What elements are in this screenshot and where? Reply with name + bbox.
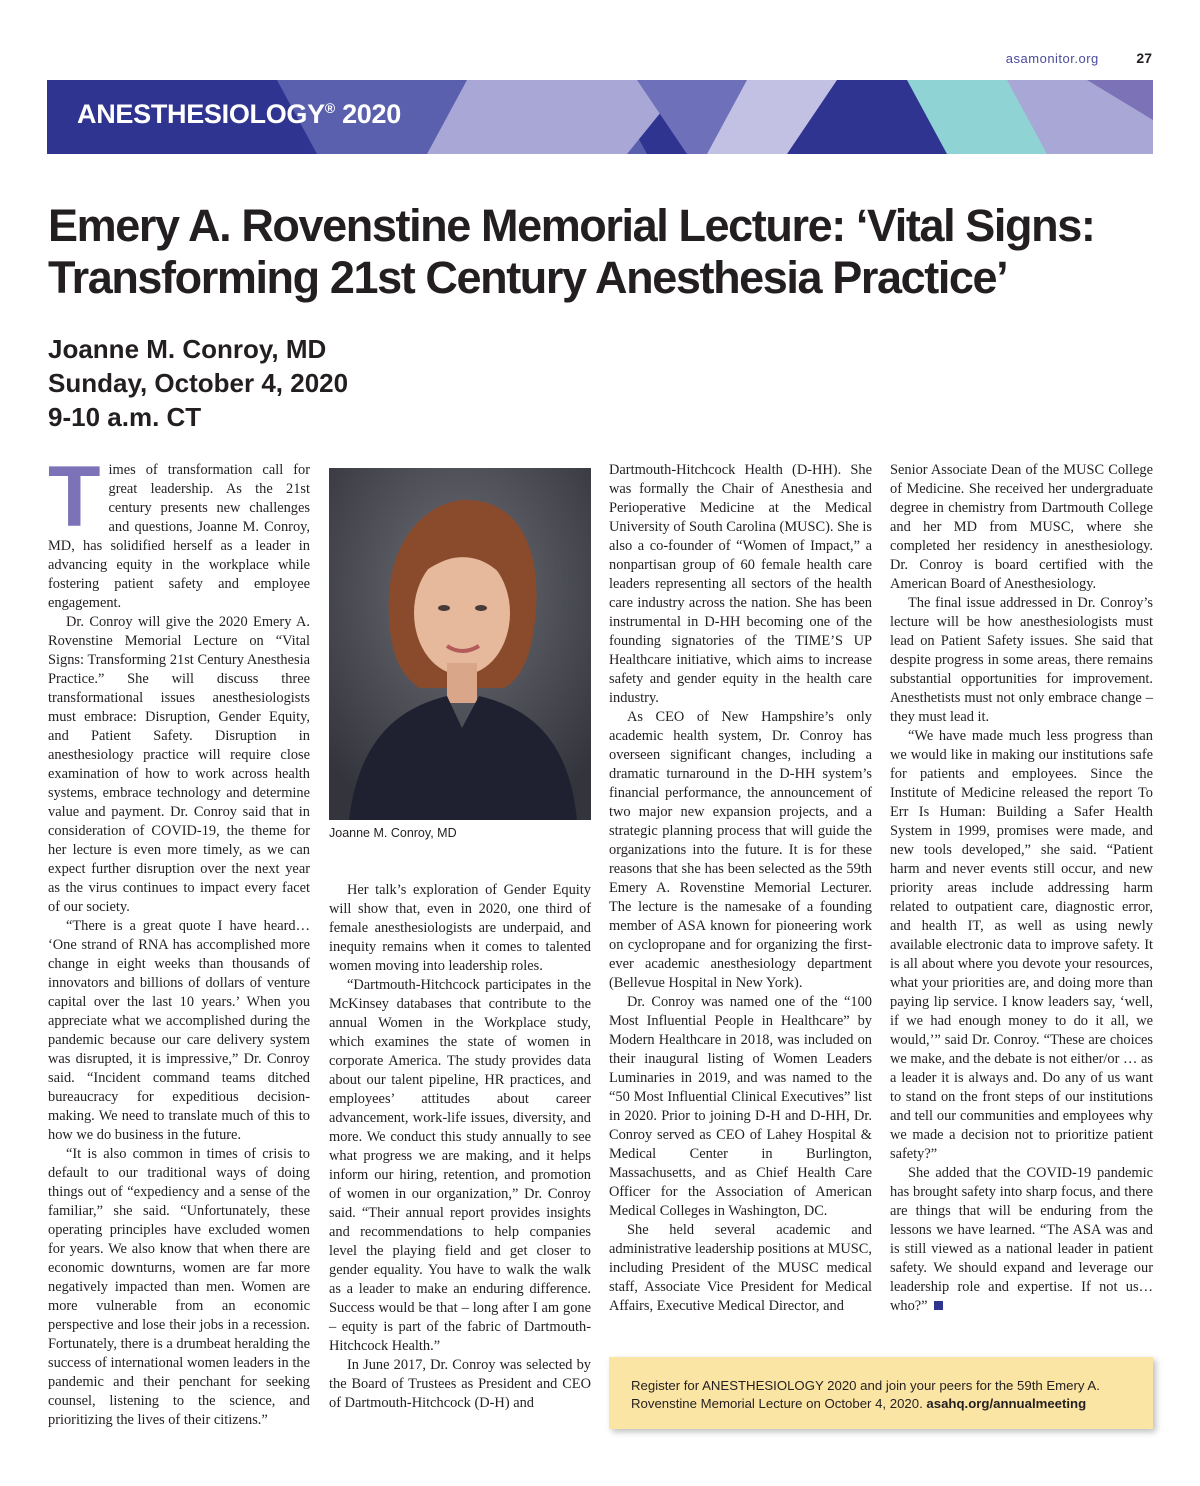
paragraph: “There is a great quote I have heard… ‘One strand of RNA has accomplished more change in eight weeks than thousands of innovators and billions of dollars of venture capital over the last 10 years.’ When you appreciate what we accomplished during the pandemic because our care delivery system was disrupted, it is impressive,” Dr. Conroy said. “Incident command teams ditched bureaucracy for expeditious decision-making. We need to translate much of this to how we do business in the future. — [48, 918, 310, 1143]
paragraph: Her talk’s exploration of Gender Equity will show that, even in 2020, one third of female anesthesiologists are underpaid, and inequity remains when it comes to talented women moving into leadership roles. — [329, 882, 591, 974]
section-banner — [47, 80, 1153, 154]
running-header — [1006, 50, 1152, 66]
paragraph: As CEO of New Hampshire’s only academic health system, Dr. Conroy has overseen significant changes, including a dramatic turnaround in the D-HH system’s financial performance, the announcement of two major new expansion projects, and a strategic planning process that will guide the organizations into the future. It is for these reasons that she has been selected as the 59th Emery A. Rovenstine Memorial Lecturer. The lecture is the namesake of a founding member of ASA known for pioneering work on cyclopropane and for organizing the first-ever academic anesthesiology department (Bellevue Hospital in New York). — [609, 709, 872, 991]
paragraph: In June 2017, Dr. Conroy was selected by the Board of Trustees as President and CEO of Dartmouth-Hitchcock (D-H) and — [329, 1357, 591, 1411]
paragraph: imes of transformation call for great leadership. As the 21st century presents new challenges and questions, Joanne M. Conroy, MD, has solidified herself as a leader in advancing equity in the workplace while fostering patient safety and employee engagement. — [48, 462, 310, 611]
paragraph: Dr. Conroy was named one of the “100 Most Influential People in Healthcare” by Modern Healthcare in 2018, was included on their inaugural listing of Women Leaders Luminaries in 2019, and was named to the “50 Most Influential Clinical Executives” list in 2020. Prior to joining D-H and D-HH, Dr. Conroy served as CEO of Lahey Hospital & Medical Center in Burlington, Massachusetts, and as Chief Health Care Officer for the Association of American Medical Colleges in Washington, DC. — [609, 994, 872, 1219]
paragraph: “Dartmouth-Hitchcock participates in the McKinsey databases that contribute to the annual Women in the Workplace study, which examines the state of women in corporate America. The study provides data about our talent pipeline, HR practices, and employees’ attitudes about career advancement, work-life issues, diversity, and more. We conduct this study annually to see what progress we are making, and it helps inform our hiring, retention, and promotion of women in our organization,” Dr. Conroy said. “Their annual report provides insights and recommendations to help companies level the playing field and get closer to gender equality. You have to walk the walk as a leader to make an enduring difference. Success would be that – long after I am gone – equity is part of the fabric of Dartmouth-Hitchcock Health.” — [329, 977, 591, 1354]
body-column-4 — [890, 461, 1153, 1316]
site-url[interactable]: asamonitor.org — [1005, 51, 1099, 66]
paragraph: “It is also common in times of crisis to default to our traditional ways of doing things out of “expediency and a sense of the familiar,” she said. “Unfortunately, these operating principles have excluded women for years. We also know that when there are economic downturns, women are far more negatively impacted than men. Women are more vulnerable from an economic perspective and lose their jobs in a recession. Fortunately, there is a drumbeat heralding the success of international women leaders in the pandemic and their penchant for seeking counsel, listening to the science, and prioritizing the lives of their citizens.” — [48, 1146, 310, 1428]
paragraph: She held several academic and administrative leadership positions at MUSC, including President of the MUSC medical staff, Associate Vice President for Medical Affairs, Executive Medical Director, and — [609, 1222, 872, 1314]
callout-message: Register for ANESTHESIOLOGY 2020 and join your peers for the 59th Emery A. Rovenstine Memorial Lecture on October 4, 2020. — [631, 1378, 1100, 1411]
lecture-time: 9-10 a.m. CT — [48, 402, 202, 432]
drop-cap: T — [48, 449, 101, 545]
paragraph — [890, 1164, 1153, 1316]
page-number: 27 — [1136, 50, 1152, 66]
end-of-article-mark — [934, 1301, 943, 1310]
banner-title: ANESTHESIOLOGY® 2020 — [77, 99, 401, 129]
paragraph: Dartmouth-Hitchcock Health (D-HH). She was formally the Chair of Anesthesia and Perioperative Medicine at the Medical University of South Carolina (MUSC). She is also a co-founder of “Women of Impact,” a nonpartisan group of 60 female health care leaders representing all sectors of the health care industry across the nation. She has been instrumental in D-HH becoming one of the founding signatories of the TIME’S UP Healthcare initiative, which aims to increase safety and gender equity in the health care industry. — [609, 462, 872, 706]
lecture-details — [48, 332, 348, 434]
paragraph: Senior Associate Dean of the MUSC College of Medicine. She received her undergraduate degree in chemistry from Dartmouth College and her MD from MUSC, where she completed her residency in anesthesiology. Dr. Conroy is board certified with the American Board of Anesthesiology. — [890, 462, 1153, 592]
callout-text — [631, 1377, 1141, 1413]
speaker-photo — [329, 468, 591, 820]
body-column-2 — [329, 881, 591, 1413]
paragraph: The final issue addressed in Dr. Conroy’s lecture will be how anesthesiologists must lead on Patient Safety issues. She said that despite progress in some areas, there remains substantial opportunities for improvement. Anesthetists must not only embrace change – they must lead it. — [890, 595, 1153, 725]
closing-paragraph-text: She added that the COVID-19 pandemic has brought safety into sharp focus, and there are things that will be enduring from the lessons we have learned. “The ASA was and is still viewed as a national leader in patient safety. We should expand and leverage our leadership role and expertise. If not us…who?” — [890, 1165, 1153, 1314]
paragraph: Dr. Conroy will give the 2020 Emery A. Rovenstine Memorial Lecture on “Vital Signs: Transforming 21st Century Anesthesia Practice.” She will discuss three transformational issues anesthesiologists must embrace: Disruption, Gender Equity, and Patient Safety. Disruption in anesthesiology practice will require close examination of how to work across health systems, embrace technology and determine value and payment. Dr. Conroy said that in consideration of COVID-19, the theme for her lecture is even more timely, as we can expect further disruption over the next year as the virus continues to impact every facet of our society. — [48, 614, 310, 915]
article-title: Emery A. Rovenstine Memorial Lecture: ‘Vital Signs: Transforming 21st Century Anesthesia Practice’ — [48, 200, 1095, 303]
speaker-name: Joanne M. Conroy, MD — [48, 334, 327, 364]
lecture-date: Sunday, October 4, 2020 — [48, 368, 349, 398]
registration-callout — [609, 1357, 1153, 1429]
portrait-illustration — [329, 468, 591, 820]
callout-link[interactable]: asahq.org/annualmeeting — [926, 1396, 1087, 1411]
body-column-3 — [609, 461, 872, 1316]
paragraph: “We have made much less progress than we would like in making our institutions safe for patients and employees. Since the Institute of Medicine released the report To Err Is Human: Building a Safer Health System in 1999, promises were made, and new tools developed,” she said. “Patient harm and never events still occur, and new priority areas include addressing harm related to outpatient care, diagnostic error, and health IT, as well as using newly available electronic data to improve safety. It is all about where you devote your resources, what your priorities are, and doing more than paying lip service. I know leaders say, ‘well, if we had enough money to do it all, we would,’” said Dr. Conroy. “These are choices we make, and the debate is not either/or … as a leader it is always and. Do any of us want to stand on the front steps of our institutions and tell our communities and employees why we made a decision not to prioritize patient safety?” — [890, 728, 1153, 1162]
body-column-1 — [48, 449, 310, 1430]
photo-caption: Joanne M. Conroy, MD — [329, 826, 457, 840]
